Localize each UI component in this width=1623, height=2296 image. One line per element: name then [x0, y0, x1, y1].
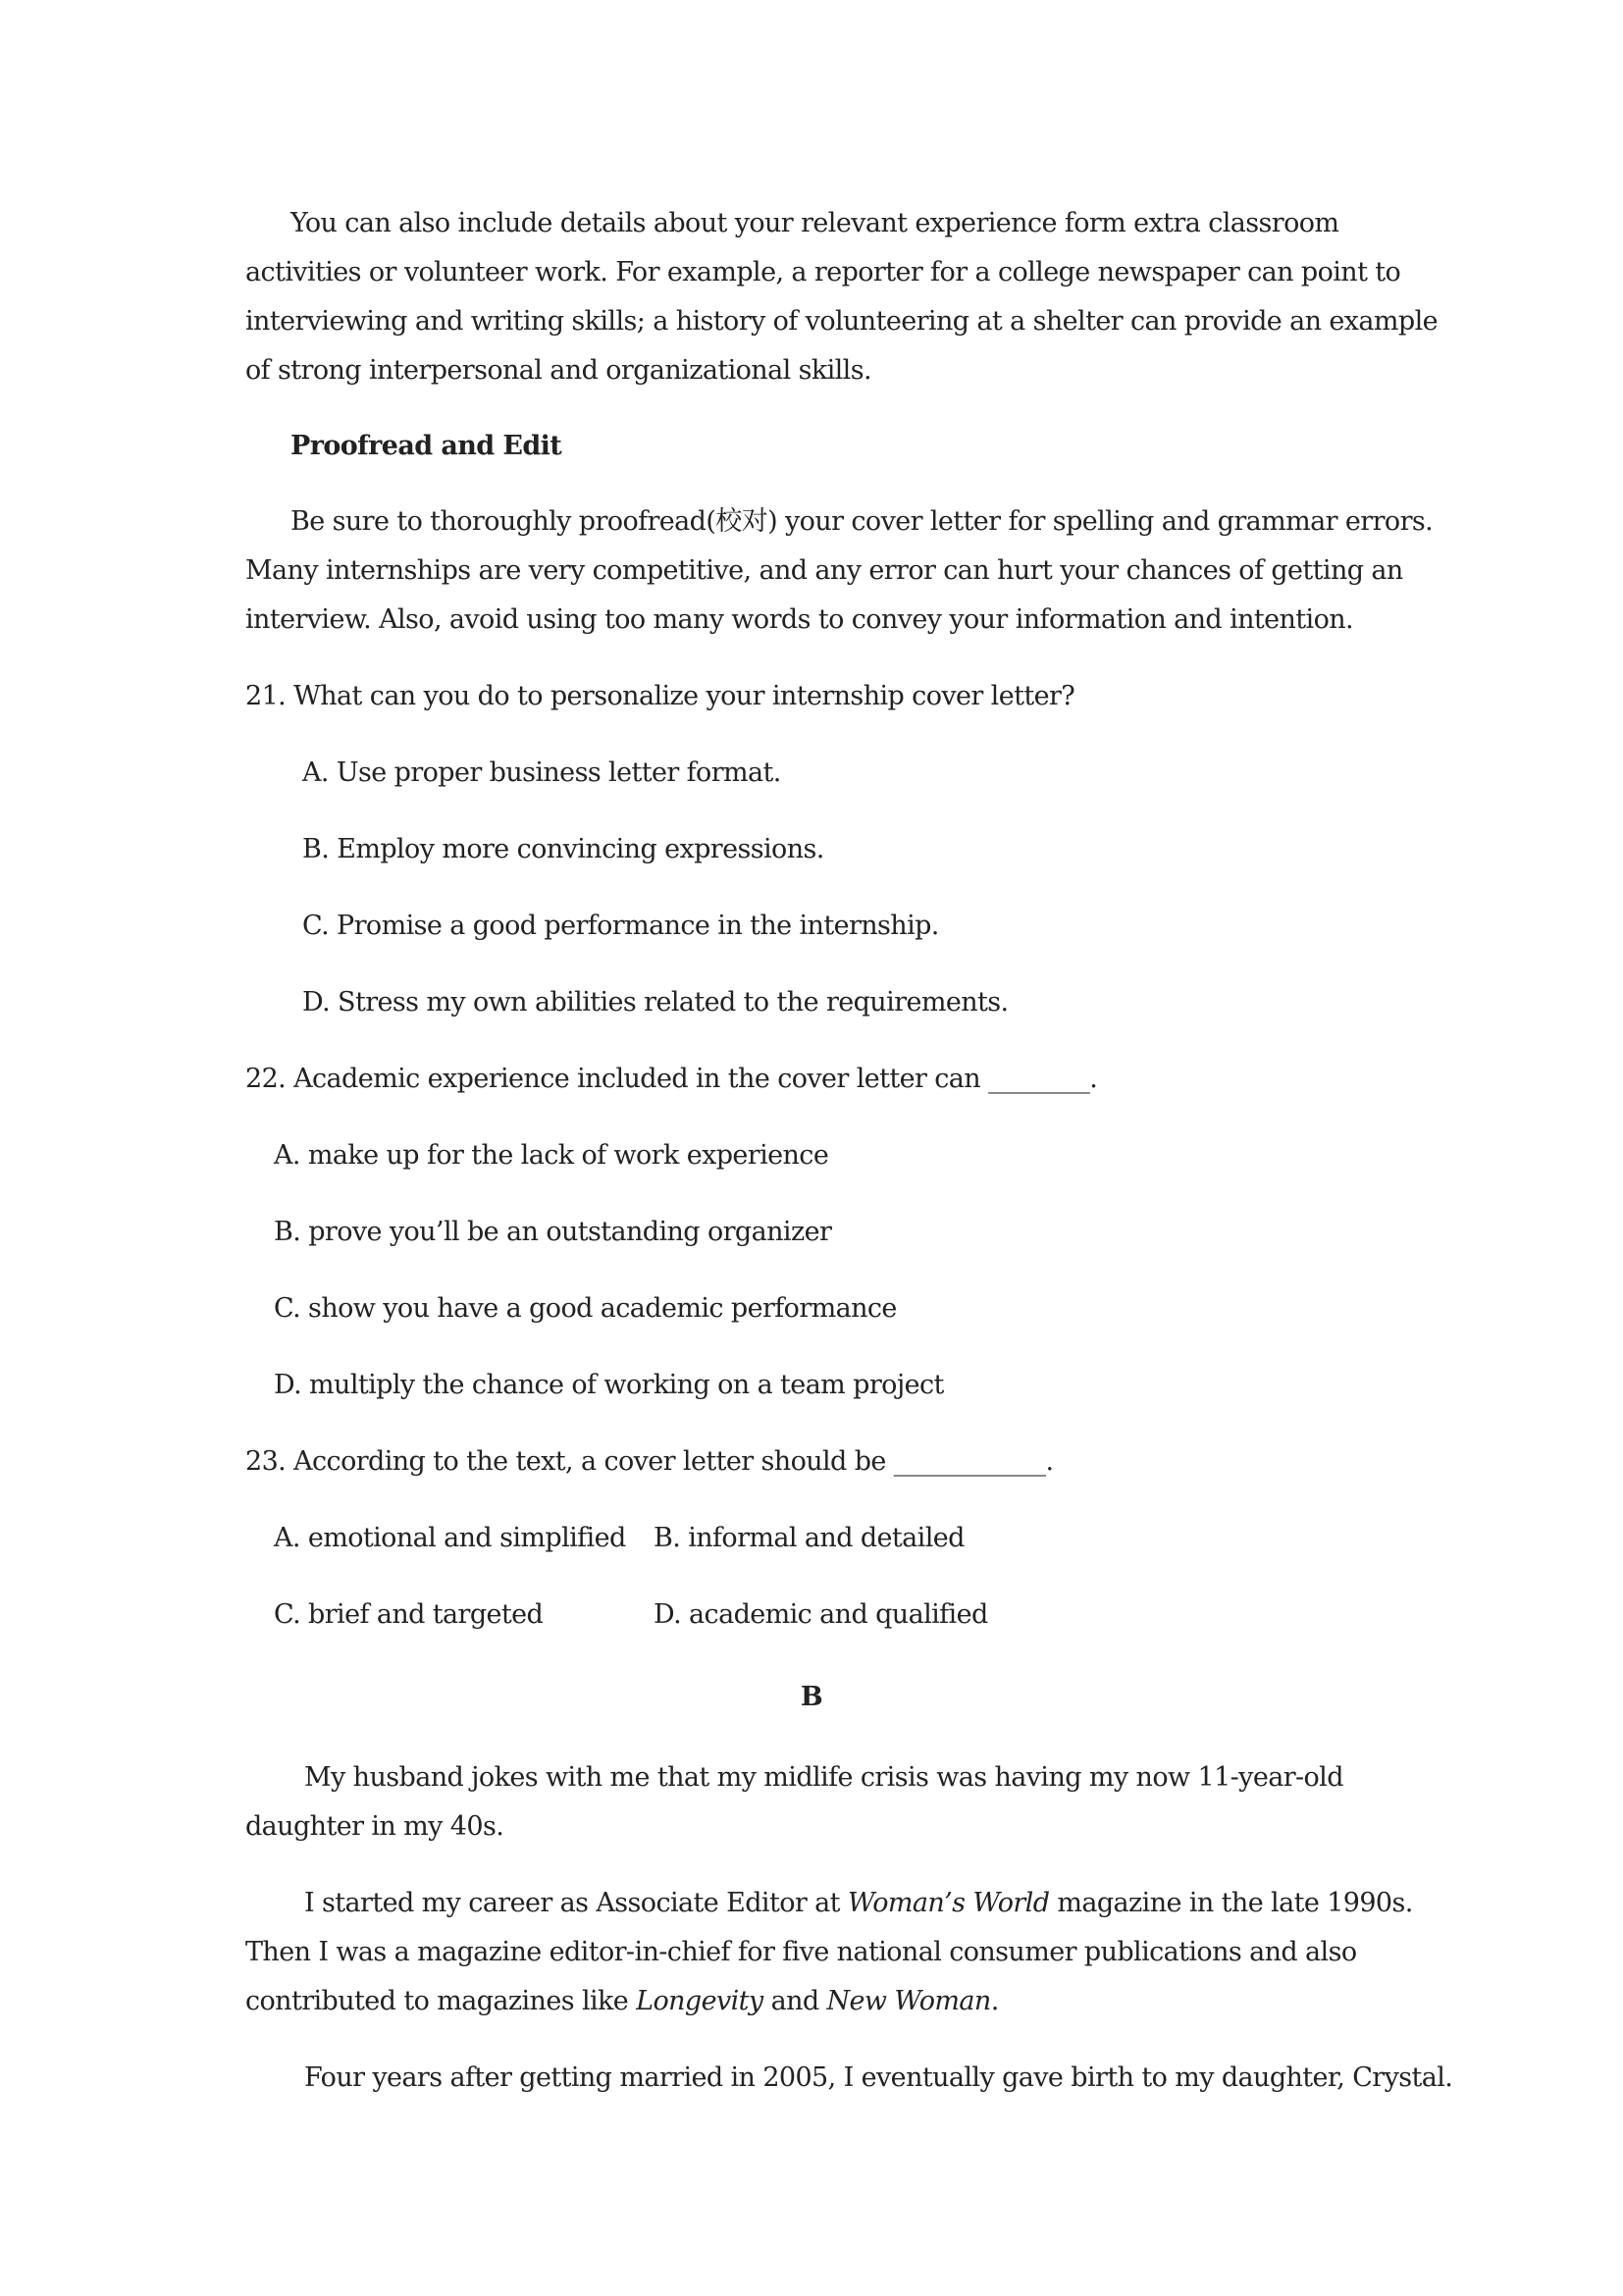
section-heading: Proofread and Edit: [290, 431, 562, 461]
text-run: magazine in the late 1990s.: [1049, 1888, 1413, 1918]
paragraph-line: of strong interpersonal and organizational skills.: [245, 355, 871, 386]
answer-option: B. prove you’ll be an outstanding organizer: [274, 1217, 832, 1247]
paragraph-line: Be sure to thoroughly proofread(校对) your cover letter for spelling and grammar errors.: [290, 506, 1434, 537]
magazine-title: Woman’s World: [847, 1888, 1050, 1918]
question-stem: 22. Academic experience included in the cover letter can ________.: [245, 1064, 1098, 1094]
answer-option: C. brief and targeted: [274, 1599, 544, 1630]
answer-option: D. Stress my own abilities related to the requirements.: [302, 987, 1009, 1018]
text-run: and: [762, 1986, 827, 2016]
paragraph-line: Four years after getting married in 2005, I eventually gave birth to my daughter, Crystal.: [304, 2062, 1453, 2093]
paragraph-line: You can also include details about your relevant experience form extra classroom: [290, 208, 1339, 238]
answer-option: B. informal and detailed: [654, 1523, 965, 1553]
question-stem: 23. According to the text, a cover letter should be ____________.: [245, 1446, 1054, 1477]
magazine-title: Longevity: [636, 1986, 763, 2016]
answer-option: A. emotional and simplified: [274, 1523, 626, 1553]
answer-option: A. Use proper business letter format.: [302, 757, 781, 788]
answer-option: D. academic and qualified: [654, 1599, 988, 1630]
paragraph-line: Many internships are very competitive, and any error can hurt your chances of getting an: [245, 555, 1403, 586]
paragraph-line: interviewing and writing skills; a history of volunteering at a shelter can provide an example: [245, 306, 1439, 337]
answer-option: D. multiply the chance of working on a team project: [274, 1370, 944, 1400]
section-label: B: [800, 1682, 823, 1712]
paragraph-line: My husband jokes with me that my midlife crisis was having my now 11-year-old: [304, 1762, 1343, 1793]
paragraph-line: daughter in my 40s.: [245, 1811, 504, 1842]
text-run: contributed to magazines like: [245, 1986, 637, 2016]
question-stem: 21. What can you do to personalize your internship cover letter?: [245, 681, 1075, 711]
answer-option: C. show you have a good academic performance: [274, 1293, 897, 1324]
paragraph-line: [304, 1886, 1413, 1921]
text-run: .: [990, 1986, 999, 2016]
paragraph-line: activities or volunteer work. For example, a reporter for a college newspaper can point to: [245, 257, 1401, 287]
magazine-title: New Woman: [826, 1986, 991, 2016]
text-run: I started my career as Associate Editor at: [304, 1888, 848, 1918]
paragraph-line: Then I was a magazine editor-in-chief for five national consumer publications and also: [245, 1937, 1357, 1967]
paragraph-line: [245, 1984, 999, 2019]
paragraph-line: interview. Also, avoid using too many words to convey your information and intention.: [245, 604, 1354, 635]
answer-option: A. make up for the lack of work experience: [274, 1140, 829, 1171]
answer-option: C. Promise a good performance in the internship.: [302, 911, 939, 941]
answer-option: B. Employ more convincing expressions.: [302, 834, 824, 864]
